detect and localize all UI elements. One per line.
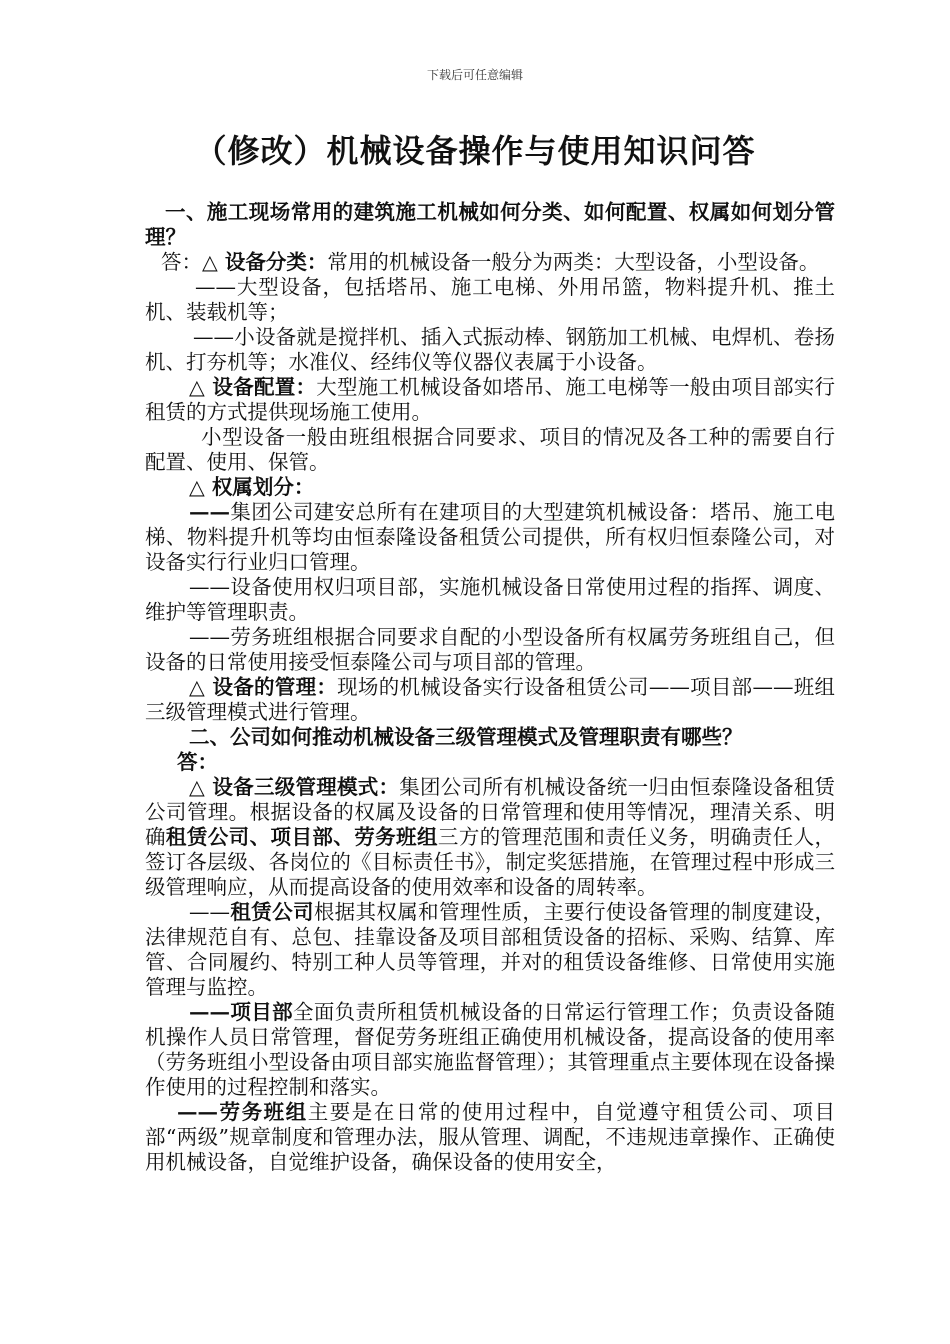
bold-text: △ 设备三级管理模式： xyxy=(189,775,400,799)
paragraph-a1-owner3 xyxy=(145,625,835,675)
text-run: 三方的管理范围和责任义务，明确责任人，签订各层级、各岗位的《目标责任书》，制定奖惩措施，在管理过程中形成三级管理响应，从而提高设备的使用效率和设备的周转率。 xyxy=(145,825,835,899)
paragraph-a1-manage xyxy=(145,675,835,725)
text-run: ——小设备就是搅拌机、插入式振动棒、钢筋加工机械、电焊机、卷扬机、打夯机等；水准仪、经纬仪等仪器仪表属于小设备。 xyxy=(145,325,835,374)
paragraph-a1-config xyxy=(145,375,835,425)
paragraph-a1-owner2 xyxy=(145,575,835,625)
bold-text: 一、施工现场常用的建筑施工机械如何分类、如何配置、权属如何划分管理？ xyxy=(145,200,835,249)
bold-text: 答： xyxy=(177,750,218,774)
text-run: 常用的机械设备一般分为两类：大型设备，小型设备。 xyxy=(327,250,820,274)
text-run: 全面负责所租赁机械设备的日常运行管理工作；负责设备随机操作人员日常管理，督促劳务班组正确使用机械设备，提高设备的使用率（劳务班组小型设备由项目部实施监督管理）；其管理重点主要体现在设备操作使用的过程控制和落实。 xyxy=(145,1000,836,1099)
paragraph-a2-labor xyxy=(145,1100,835,1175)
paragraph-a1-owner xyxy=(145,475,835,500)
bold-text: ——项目部 xyxy=(189,1000,293,1024)
text-run: 大型施工机械设备如塔吊、施工电梯等一般由项目部实行租赁的方式提供现场施工使用。 xyxy=(145,375,835,424)
text-run: 根据其权属和管理性质，主要行使设备管理的制度建设，法律规范自有、总包、挂靠设备及项目部租赁设备的招标、采购、结算、库管、合同履约、特别工种人员等管理，并对的租赁设备维修、日常使用实施管理与监控。 xyxy=(145,900,836,999)
text-run: 集团公司建安总所有在建项目的大型建筑机械设备：塔吊、施工电梯、物料提升机等均由恒泰隆设备租赁公司提供，所有权归恒泰隆公司，对设备实行行业归口管理。 xyxy=(145,500,835,574)
paragraph-q2 xyxy=(145,725,835,750)
paragraph-a2-mode xyxy=(145,775,835,900)
bold-text: △ 设备的管理： xyxy=(189,675,338,699)
paragraph-a2-project xyxy=(145,1000,835,1100)
text-run: ——设备使用权归项目部，实施机械设备日常使用过程的指挥、调度、维护等管理职责。 xyxy=(145,575,835,624)
bold-text: 二、公司如何推动机械设备三级管理模式及管理职责有哪些？ xyxy=(189,725,743,749)
text-run: ——劳务班组根据合同要求自配的小型设备所有权属劳务班组自己，但设备的日常使用接受恒泰隆公司与项目部的管理。 xyxy=(145,625,835,674)
paragraph-q1 xyxy=(145,200,835,250)
download-note: 下载后可任意编辑 xyxy=(426,68,523,82)
bold-text: 租赁公司、项目部、劳务班组 xyxy=(165,825,438,849)
bold-text: △ 设备分类： xyxy=(202,250,328,274)
paragraph-a1-config2 xyxy=(145,425,835,475)
paragraph-a1-large xyxy=(145,275,835,325)
bold-text: 租赁公司 xyxy=(230,900,314,924)
text-run: 集团公司所有机械设备统一归由恒泰隆设备租赁公司管理。根据设备的权属及设备的日常管理和使用等情况，理清关系、明确 xyxy=(145,775,836,849)
paragraph-a2-lease xyxy=(145,900,835,1000)
paragraph-a2-ans xyxy=(145,750,835,775)
text-run: 主要是在日常的使用过程中，自觉遵守租赁公司、项目部“两级”规章制度和管理办法，服从管理、调配，不违规违章操作、正确使用机械设备，自觉维护设备，确保设备的使用安全， xyxy=(145,1100,836,1174)
text-run: —— xyxy=(189,900,230,924)
bold-text: —— xyxy=(189,500,230,524)
text-run: 小型设备一般由班组根据合同要求、项目的情况及各工种的需要自行配置、使用、保管。 xyxy=(145,425,835,474)
paragraph-a1-class xyxy=(145,250,835,275)
document-title: （修改）机械设备操作与使用知识问答 xyxy=(194,132,756,170)
bold-text: ——劳务班组 xyxy=(177,1100,308,1124)
text-run: 现场的机械设备实行设备租赁公司——项目部——班组三级管理模式进行管理。 xyxy=(145,675,836,724)
paragraph-a1-owner1 xyxy=(145,500,835,575)
bold-text: △ 设备配置： xyxy=(189,375,317,399)
bold-text: △ 权属划分： xyxy=(189,475,315,499)
text-run: ——大型设备，包括塔吊、施工电梯、外用吊篮，物料提升机、推土机、装载机等； xyxy=(145,275,835,324)
text-run: 答： xyxy=(161,250,202,274)
document-body xyxy=(145,200,835,1175)
paragraph-a1-small xyxy=(145,325,835,375)
